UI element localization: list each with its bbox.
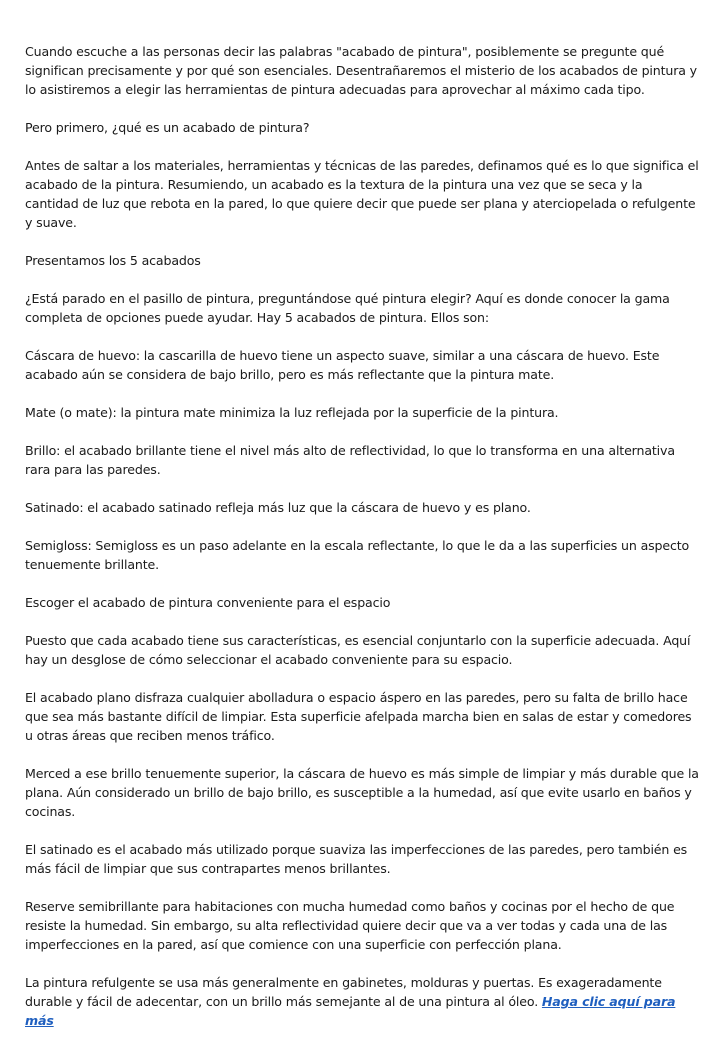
paragraph-semigloss-use: Reserve semibrillante para habitaciones con mucha humedad como baños y cocinas por el hecho de que resiste la humedad. Sin embargo, su alta reflectividad quiere decir que va a ver todas y cada una de las imperfecciones en la pared, así que comience con una superficie con perfección plana.: [25, 899, 675, 952]
paragraph-semigloss: Semigloss: Semigloss es un paso adelante en la escala reflectante, lo que le da a las superficies un aspecto tenuemente brillante.: [25, 538, 690, 572]
document-body: [25, 42, 699, 1049]
paragraph-gloss: Brillo: el acabado brillante tiene el nivel más alto de reflectividad, lo que lo transforma en una alternativa rara para las paredes.: [25, 443, 675, 477]
paragraph-intro: Cuando escuche a las personas decir las palabras "acabado de pintura", posiblemente se pregunte qué significan precisamente y por qué son esenciales. Desentrañaremos el misterio de los acabados de pintura y lo asistiremos a elegir las herramientas de pintura adecuadas para aprovechar al máximo cada tipo.: [25, 44, 697, 97]
paragraph-heading-five-finishes: Presentamos los 5 acabados: [25, 253, 201, 268]
paragraph-heading-choose: Escoger el acabado de pintura conveniente para el espacio: [25, 595, 391, 610]
read-more-link[interactable]: Haga clic aquí para más: [25, 994, 676, 1028]
paragraph-eggshell: Cáscara de huevo: la cascarilla de huevo tiene un aspecto suave, similar a una cáscara de huevo. Este acabado aún se considera de bajo brillo, pero es más reflectante que la pintura mate.: [25, 348, 660, 382]
paragraph-question: Pero primero, ¿qué es un acabado de pintura?: [25, 120, 310, 135]
paragraph-definition: Antes de saltar a los materiales, herramientas y técnicas de las paredes, definamos qué es lo que significa el acabado de la pintura. Resumiendo, un acabado es la textura de la pintura una vez que se seca y la cantidad de luz que rebota en la pared, lo que quiere decir que puede ser plana y aterciopelada o refulgente y suave.: [25, 158, 699, 230]
paragraph-flat: El acabado plano disfraza cualquier abolladura o espacio áspero en las paredes, pero su falta de brillo hace que sea más bastante difícil de limpiar. Esta superficie afelpada marcha bien en salas de estar y comedores u otras áreas que reciben menos tráfico.: [25, 690, 692, 743]
paragraph-aisle: ¿Está parado en el pasillo de pintura, preguntándose qué pintura elegir? Aquí es donde conocer la gama completa de opciones puede ayudar. Hay 5 acabados de pintura. Ellos son:: [25, 291, 670, 325]
paragraph-satin-use: El satinado es el acabado más utilizado porque suaviza las imperfecciones de las paredes, pero también es más fácil de limpiar que sus contrapartes menos brillantes.: [25, 842, 688, 876]
paragraph-high-gloss: [25, 973, 699, 1030]
paragraph-satin: Satinado: el acabado satinado refleja más luz que la cáscara de huevo y es plano.: [25, 500, 531, 515]
paragraph-matte: Mate (o mate): la pintura mate minimiza la luz reflejada por la superficie de la pintura.: [25, 405, 559, 420]
paragraph-eggshell-use: Merced a ese brillo tenuemente superior, la cáscara de huevo es más simple de limpiar y más durable que la plana. Aún considerado un brillo de bajo brillo, es susceptible a la humedad, así que evite usarlo en baños y cocinas.: [25, 766, 699, 819]
paragraph-breakdown: Puesto que cada acabado tiene sus características, es esencial conjuntarlo con la superficie adecuada. Aquí hay un desglose de cómo seleccionar el acabado conveniente para su espacio.: [25, 633, 691, 667]
paragraph-high-gloss-text: La pintura refulgente se usa más generalmente en gabinetes, molduras y puertas. Es exageradamente durable y fácil de adecentar, con un brillo más semejante al de una pintura al óleo.: [25, 975, 662, 1009]
